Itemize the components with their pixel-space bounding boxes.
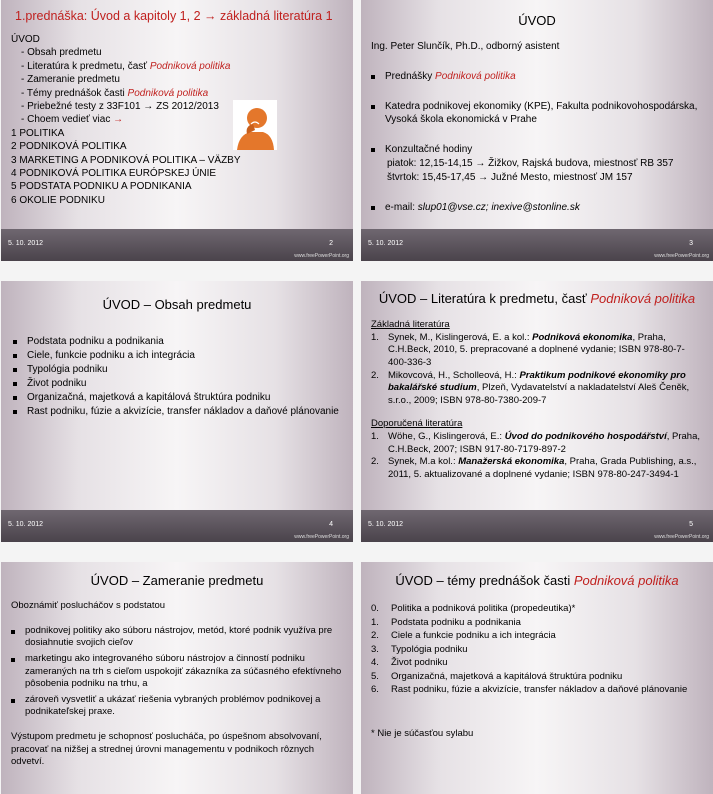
subtopic-red: Podniková politika xyxy=(127,87,209,99)
slide-date: 5. 10. 2012 xyxy=(368,521,404,528)
chapter-item: 1 POLITIKA xyxy=(11,127,65,139)
title-course: Podniková politika xyxy=(573,573,679,588)
syllabus-note: * Nie je súčasťou sylabu xyxy=(371,728,474,740)
reference-authors: Synek, M.a kol.: xyxy=(388,456,459,468)
subtopic-text: - Priebežné testy z 33F101 → ZS 2012/2013 xyxy=(21,100,219,112)
reference-details: , Praha, Grada Publishing, a.s., 2011, 5. aktualizované a doplnené vydanie; ISBN 978-80-247-3494-1 xyxy=(388,456,697,480)
subtopic-item xyxy=(11,113,241,126)
item-text: Organizačná, majetková a kapitálová štruktúra podniku xyxy=(391,670,623,682)
slide-date: 5. 10. 2012 xyxy=(368,240,404,247)
slide-body xyxy=(371,319,701,482)
basic-literature-heading: Základná literatúra xyxy=(371,319,450,330)
lectures-label: Prednášky xyxy=(385,70,436,82)
reference-authors: Synek, M., Kislingerová, E. a kol.: xyxy=(388,331,533,343)
reference-authors: Mikovcová, H., Scholleová, H.: xyxy=(388,369,520,381)
list-item xyxy=(371,643,701,657)
slide-5 xyxy=(361,281,713,542)
email-value: slup01@vse.cz; inexive@stonline.sk xyxy=(417,201,580,213)
list-item: Ciele, funkcie podniku a ich integrácia xyxy=(13,349,339,363)
item-number: 4. xyxy=(371,657,379,669)
intro-text: Oboznámiť poslucháčov s podstatou xyxy=(11,600,166,611)
reference-details: , Praha, C.H.Beck, 2010, 5. prepracované a doplnené vydanie; ISBN 978-80-7-400-336-3 xyxy=(388,331,685,368)
title-text: ÚVOD – Literatúra k predmetu, časť xyxy=(378,291,591,306)
slide-2 xyxy=(1,0,353,261)
lectures-course: Podniková politika xyxy=(435,70,516,82)
item-text: Rast podniku, fúzie a akvizície, transfer nákladov a daňové plánovanie xyxy=(391,684,688,696)
watermark: www.freePowerPoint.org xyxy=(654,534,709,540)
watermark: www.freePowerPoint.org xyxy=(654,253,709,259)
list-item xyxy=(371,656,701,670)
list-item xyxy=(371,602,701,616)
slide-body xyxy=(13,335,339,419)
slide-date: 5. 10. 2012 xyxy=(8,240,44,247)
slide-title xyxy=(361,291,713,306)
slide-title: ÚVOD – Zameranie predmetu xyxy=(90,573,264,588)
slide-3 xyxy=(361,0,713,261)
reference-item xyxy=(371,456,701,481)
subtopic-item xyxy=(11,100,241,113)
reference-item xyxy=(371,370,701,408)
list-item xyxy=(371,629,701,643)
item-text: Ciele a funkcie podniku a ich integrácia xyxy=(391,630,556,642)
slide-body xyxy=(11,600,343,769)
item-text: Politika a podniková politika (propedeutika)* xyxy=(391,603,576,614)
subtopic-list xyxy=(11,46,241,126)
reference-details: , Praha, C.H.Beck, 2007; ISBN 917-80-7179-897-2 xyxy=(388,431,701,455)
subtopic-red: → xyxy=(113,114,124,126)
topic-list xyxy=(13,335,339,419)
chapter-item: 4 PODNIKOVÁ POLITIKA EURÓPSKEJ ÚNIE xyxy=(11,167,217,179)
slide-4 xyxy=(1,281,353,542)
office-hours-label: Konzultačné hodiny xyxy=(385,144,473,156)
thinking-person-image xyxy=(233,100,277,150)
item-number: 0. xyxy=(371,603,379,614)
subtopic-text: - Literatúra k predmetu, časť xyxy=(21,60,150,72)
reference-number: 2. xyxy=(371,369,379,381)
slide-number: 3 xyxy=(689,240,693,247)
heading: ÚVOD xyxy=(11,34,40,45)
recommended-literature-list xyxy=(371,431,701,482)
item-text: Život podniku xyxy=(391,657,448,669)
office-hours-friday: piatok: 12,15-14,15 → Žižkov, Rajská budova, miestnosť RB 357 xyxy=(387,157,674,169)
list-item: marketingu ako integrovaného súboru nástrojov a činností podniku zameraných na trh s cieľom uspokojiť zákazníka za súčasného efektívneho pôsobenia podniku na trhu, a xyxy=(11,653,343,691)
slide-title: 1.prednáška: Úvod a kapitoly 1, 2 → základná literatúra 1 xyxy=(15,9,333,23)
chapter-item: 3 MARKETING A PODNIKOVÁ POLITIKA – VÄZBY xyxy=(11,154,241,166)
watermark: www.freePowerPoint.org xyxy=(294,253,349,259)
list-item: Podstata podniku a podnikania xyxy=(13,335,339,349)
reference-title: Praktikum podnikové ekonomiky pro bakalářské studium xyxy=(388,369,686,394)
subtopic-text: - Choem vedieť viac xyxy=(21,114,114,126)
chapter-item: 6 OKOLIE PODNIKU xyxy=(11,194,105,206)
subtopic-item xyxy=(11,87,241,100)
slide-number: 4 xyxy=(329,521,333,528)
item-number: 5. xyxy=(371,670,379,682)
subtopic-item xyxy=(11,73,241,86)
reference-details: , Plzeň, Vydavatelství a nakladatelství Aleš Čeněk, s.r.o., 2009; ISBN 978-80-7380-209-7 xyxy=(388,382,690,406)
subtopic-red: Podniková politika xyxy=(149,60,231,72)
slide-body xyxy=(11,33,241,207)
department-item: Katedra podnikovej ekonomiky (KPE), Fakulta podnikovohospodárska, Vysoká škola ekonomická v Prahe xyxy=(371,100,701,128)
slide-6 xyxy=(1,562,353,794)
list-item: zároveň vysvetliť a ukázať riešenia vybraných problémov podnikovej a podnikateľskej praxe. xyxy=(11,694,343,719)
item-text: Typológia podniku xyxy=(391,643,468,655)
email-label: e-mail: xyxy=(385,201,418,213)
reference-item xyxy=(371,332,701,370)
item-number: 3. xyxy=(371,643,379,655)
item-number: 1. xyxy=(371,616,379,628)
reference-title: Manažerská ekonomika xyxy=(458,456,565,468)
title-course: Podniková politika xyxy=(590,291,696,306)
chapter-list xyxy=(11,127,241,207)
reference-authors: Wöhe, G., Kislingerová, E.: xyxy=(388,431,505,442)
email-item xyxy=(371,201,701,215)
subtopic-text: - Témy prednášok časti xyxy=(21,87,128,99)
slide-title: ÚVOD – Obsah predmetu xyxy=(102,297,252,312)
list-item: podnikovej politiky ako súboru nástrojov, metód, ktoré podnik využíva pre dosiahnutie svojich cieľov xyxy=(11,625,343,650)
office-hours-thursday: štvrtok: 15,45-17,45 → Južné Mesto, miestnosť JM 157 xyxy=(387,171,633,183)
slide-number: 2 xyxy=(329,240,333,247)
office-hours-item xyxy=(371,143,701,184)
chapter-item: 2 PODNIKOVÁ POLITIKA xyxy=(11,141,127,153)
chapter-item: 5 PODSTATA PODNIKU A PODNIKANIA xyxy=(11,181,192,193)
title-text: ÚVOD – témy prednášok časti xyxy=(395,573,574,588)
basic-literature-list xyxy=(371,332,701,408)
aim-list xyxy=(11,625,343,719)
slide-title: ÚVOD xyxy=(518,13,556,28)
subtopic-text: - Obsah predmetu xyxy=(21,47,102,59)
lectures-item xyxy=(371,70,701,84)
item-number: 2. xyxy=(371,630,379,642)
reference-number: 2. xyxy=(371,456,379,468)
reference-item xyxy=(371,431,701,456)
subtopic-text: - Zameranie predmetu xyxy=(21,74,120,86)
recommended-literature-heading: Doporučená literatúra xyxy=(371,418,463,430)
item-number: 6. xyxy=(371,684,379,696)
slide-date: 5. 10. 2012 xyxy=(8,521,44,528)
subtopic-item xyxy=(11,60,241,73)
watermark: www.freePowerPoint.org xyxy=(294,534,349,540)
slide-body xyxy=(371,602,701,741)
reference-title: Podniková ekonomika xyxy=(532,331,633,343)
item-text: Podstata podniku a podnikania xyxy=(391,616,521,628)
reference-title: Úvod do podnikového hospodářství xyxy=(504,431,667,442)
outro-text: Výstupom predmetu je schopnosť poslucháča, po úspešnom absolvovaní, pracovať na nižšej a strednej úrovni managementu v podnikoch rôznych odvetví. xyxy=(11,731,322,768)
list-item: Organizačná, majetková a kapitálová štruktúra podniku xyxy=(13,391,339,405)
slide-body xyxy=(371,40,701,214)
reference-number: 1. xyxy=(371,331,379,343)
author-line: Ing. Peter Slunčík, Ph.D., odborný asistent xyxy=(371,41,560,52)
slide-title xyxy=(361,573,713,588)
slide-number: 5 xyxy=(689,521,693,528)
slide-7 xyxy=(361,562,713,794)
reference-number: 1. xyxy=(371,431,379,442)
list-item xyxy=(371,616,701,630)
list-item xyxy=(371,670,701,684)
list-item: Typológia podniku xyxy=(13,363,339,377)
list-item: Život podniku xyxy=(13,377,339,391)
list-item: Rast podniku, fúzie a akvizície, transfer nákladov a daňové plánovanie xyxy=(13,405,339,419)
lecture-topic-list xyxy=(371,602,701,697)
list-item xyxy=(371,683,701,697)
subtopic-item xyxy=(11,46,241,59)
